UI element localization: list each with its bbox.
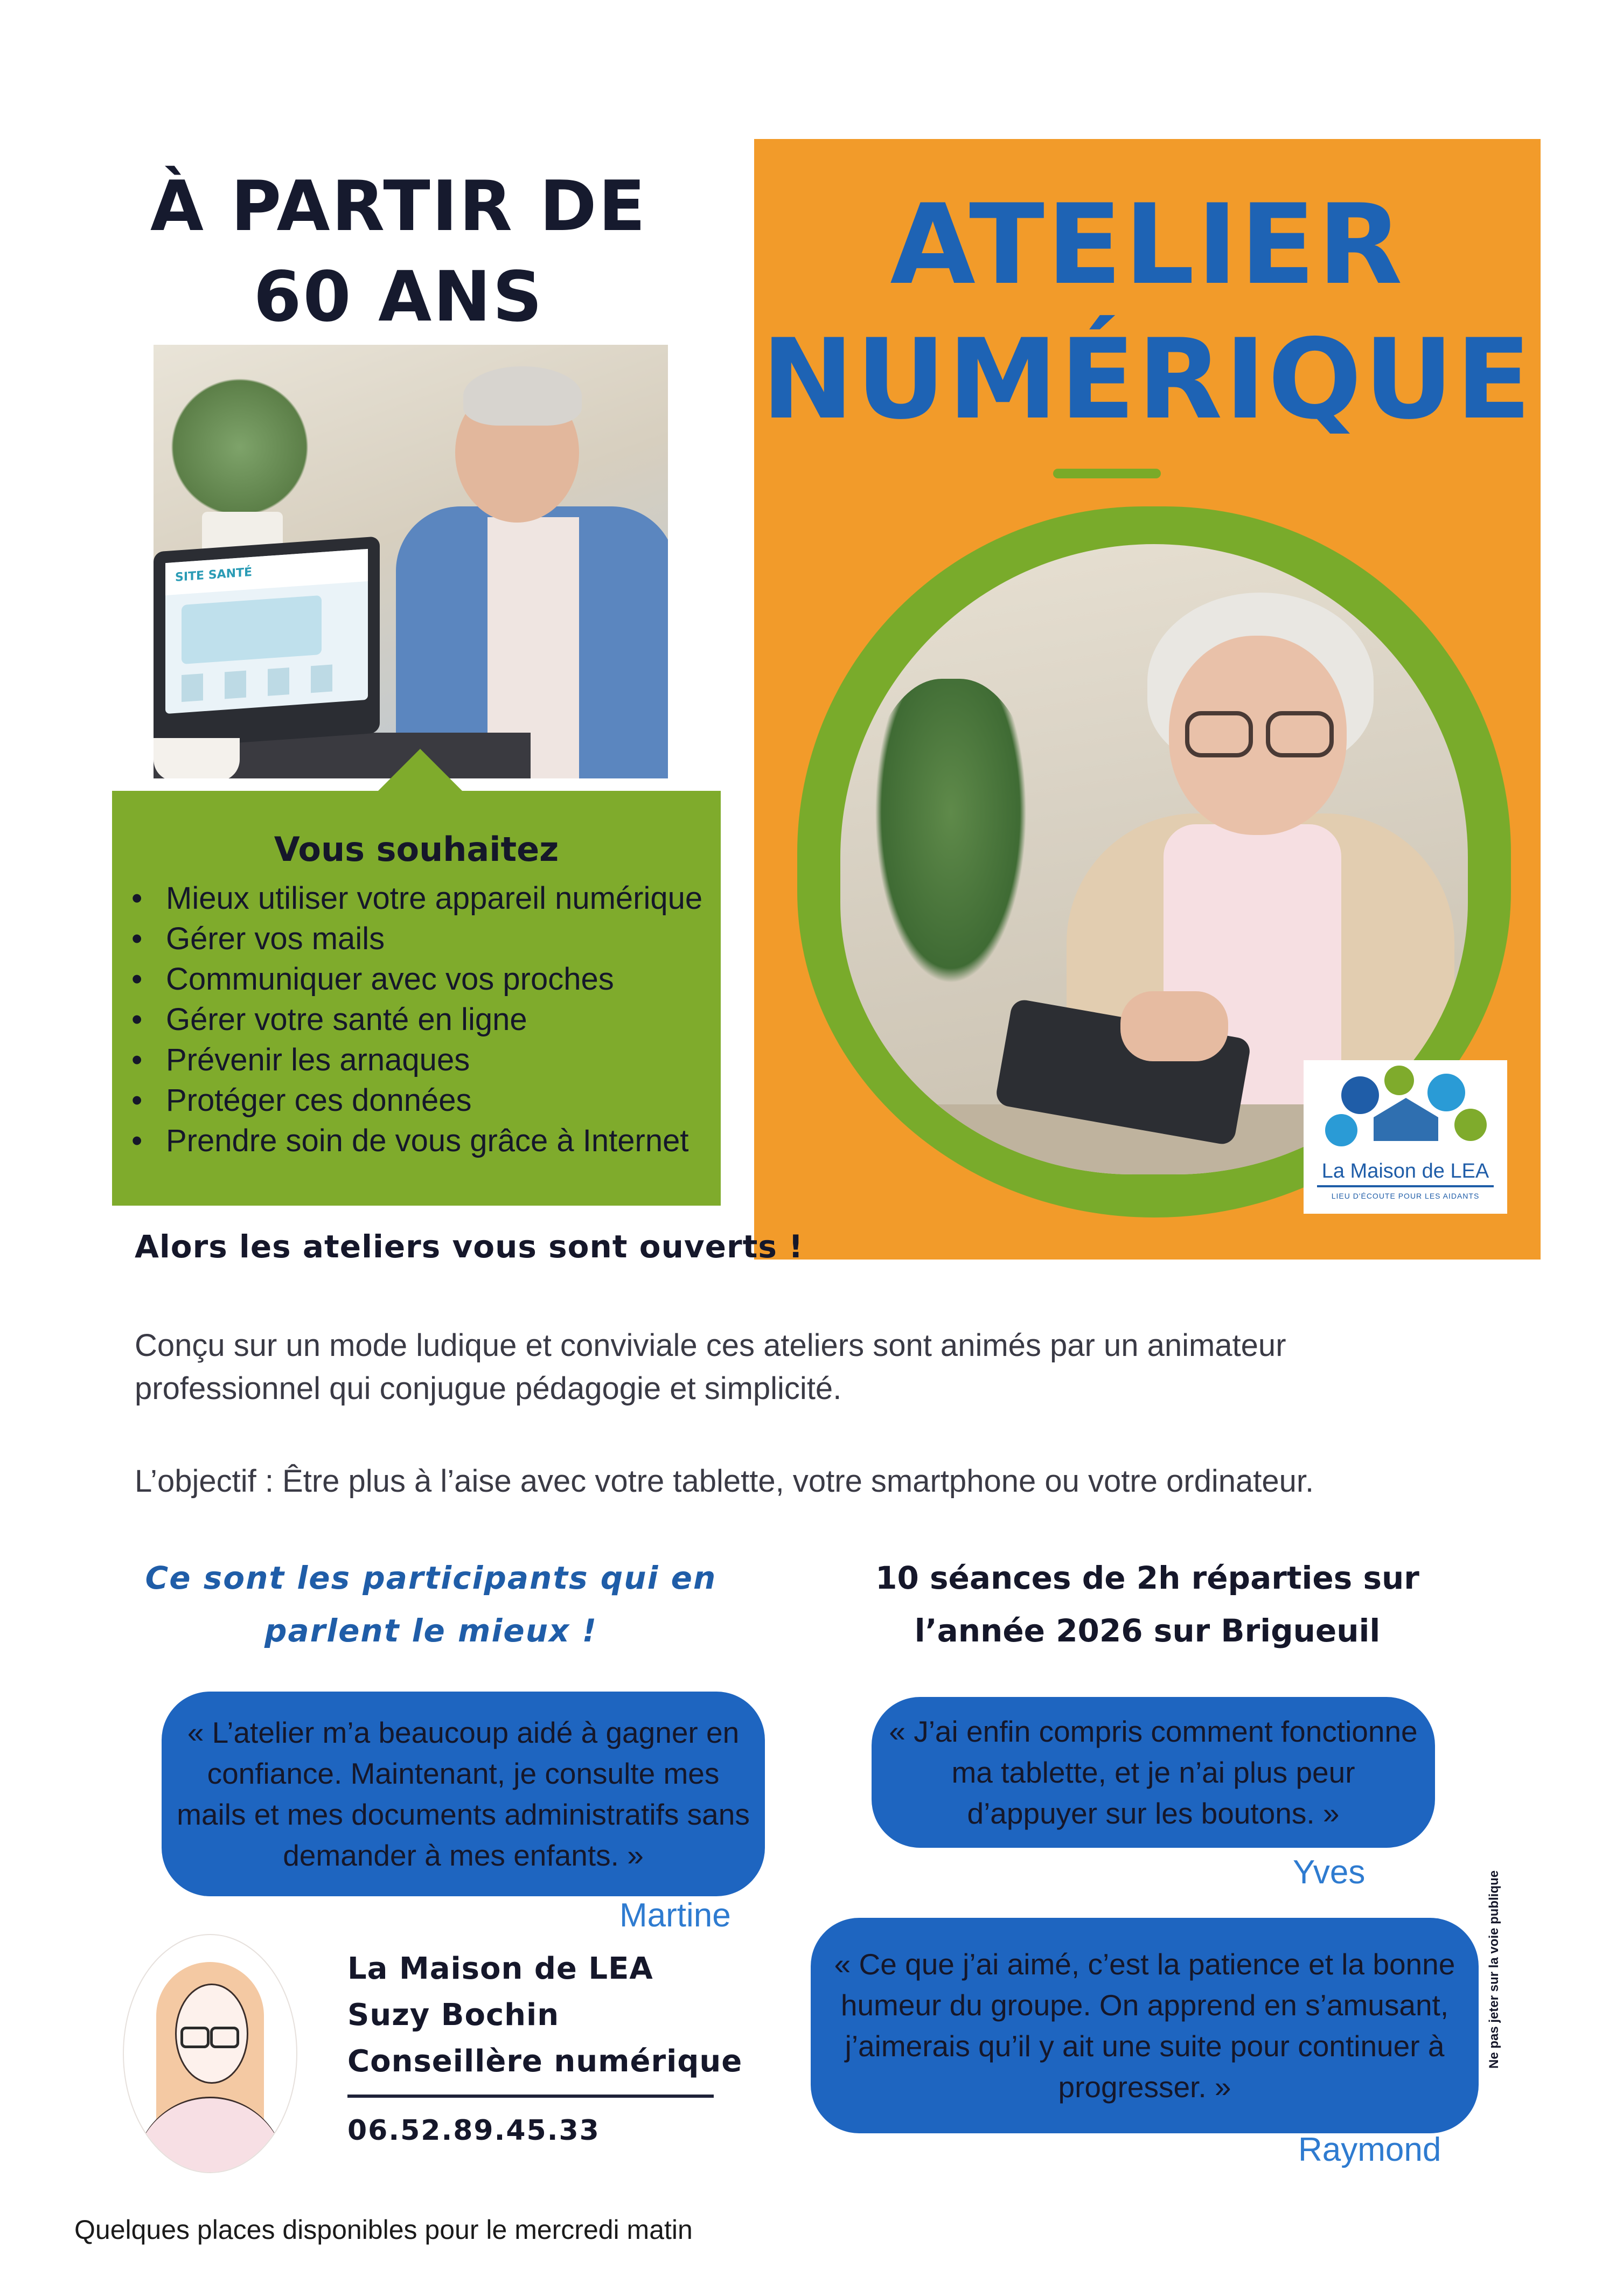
- screen-icons: [182, 663, 354, 702]
- testimonial-author: Yves: [1293, 1854, 1366, 1891]
- wish-item: • Protéger ces données: [129, 1080, 702, 1121]
- wish-item: • Gérer vos mails: [129, 919, 702, 959]
- contact-role: Conseillère numérique: [347, 2044, 743, 2079]
- poster-title-line-2: NUMÉRIQUE: [761, 316, 1534, 444]
- contact-block: [347, 1946, 742, 2085]
- age-headline: [119, 162, 679, 343]
- litter-notice: Ne pas jeter sur la voie publique: [1487, 1870, 1501, 2069]
- poster-divider: [1053, 469, 1161, 478]
- cup-shape: [154, 738, 240, 778]
- contact-divider: [347, 2095, 714, 2098]
- logo-tagline: LIEU D'ÉCOUTE POUR LES AIDANTS: [1331, 1192, 1480, 1200]
- glasses-shape: [1185, 711, 1253, 757]
- description-line-1: Conçu sur un mode ludique et conviviale ces ateliers sont animés par un animateur: [135, 1328, 1286, 1363]
- plant-shape: [164, 366, 315, 528]
- description: [135, 1324, 1427, 1410]
- wish-item: • Communiquer avec vos proches: [129, 959, 702, 999]
- house-icon: [1374, 1098, 1438, 1141]
- sessions-line-2: l’année 2026 sur Brigueuil: [914, 1612, 1381, 1649]
- wishes-title: Vous souhaitez: [274, 830, 559, 869]
- logo-name: La Maison de LEA: [1321, 1160, 1489, 1182]
- testimonials-heading-line-2: parlent le mieux !: [264, 1612, 598, 1649]
- green-box-notch: [377, 749, 463, 792]
- laptop-shape: [154, 536, 380, 748]
- sessions-info: [840, 1551, 1454, 1657]
- testimonial-quote: « Ce que j’ai aimé, c’est la patience et la bonne humeur du groupe. On apprend en s’amusant, j’aimerais qu’il y ait une suite pour continuer à progresser. »: [834, 1947, 1455, 2104]
- wish-item: • Mieux utiliser votre appareil numérique: [129, 878, 702, 919]
- screen-title: SITE SANTÉ: [175, 565, 253, 585]
- screen-card: [182, 595, 322, 664]
- open-statement: Alors les ateliers vous sont ouverts !: [135, 1228, 804, 1265]
- hand-shape: [1120, 991, 1228, 1061]
- testimonial-bubble: [811, 1918, 1479, 2133]
- logo-divider: [1317, 1185, 1494, 1187]
- testimonial-author: Martine: [619, 1897, 731, 1934]
- poster-title: [754, 178, 1541, 447]
- glasses-icon: [210, 2027, 239, 2048]
- advisor-avatar: [123, 1934, 297, 2173]
- poster-title-line-1: ATELIER: [890, 181, 1405, 309]
- contact-org: La Maison de LEA: [347, 1951, 653, 1986]
- testimonial-bubble: [872, 1697, 1435, 1848]
- description-line-2: professionnel qui conjugue pédagogie et simplicité.: [135, 1371, 842, 1406]
- maison-de-lea-logo: [1304, 1060, 1507, 1214]
- testimonials-heading: [140, 1551, 722, 1657]
- contact-name: Suzy Bochin: [347, 1998, 560, 2033]
- age-line-2: 60 ANS: [253, 257, 544, 337]
- contact-phone: 06.52.89.45.33: [347, 2114, 600, 2147]
- age-line-1: À PARTIR DE: [150, 166, 647, 247]
- man-hair-shape: [463, 366, 582, 426]
- objective: L’objectif : Être plus à l’aise avec votre tablette, votre smartphone ou votre ordinateur.: [135, 1464, 1314, 1499]
- testimonial-quote: « L’atelier m’a beaucoup aidé à gagner en confiance. Maintenant, je consulte mes mails et mes documents administratifs sans demander à mes enfants. »: [177, 1716, 750, 1872]
- sessions-line-1: 10 séances de 2h réparties sur: [875, 1560, 1419, 1596]
- wish-item: • Prendre soin de vous grâce à Internet: [129, 1121, 702, 1161]
- laptop-screen: [165, 549, 368, 714]
- wish-item: • Prévenir les arnaques: [129, 1040, 702, 1080]
- wishes-list: [129, 878, 702, 1161]
- senior-man-laptop-photo: [154, 345, 668, 778]
- plant-shape: [862, 679, 1040, 1013]
- testimonials-heading-line-1: Ce sont les participants qui en: [145, 1560, 717, 1596]
- availability-note: Quelques places disponibles pour le mercredi matin: [74, 2215, 693, 2245]
- wish-item: • Gérer votre santé en ligne: [129, 999, 702, 1040]
- testimonial-bubble: [162, 1692, 765, 1896]
- glasses-icon: [180, 2027, 210, 2048]
- testimonial-quote: « J’ai enfin compris comment fonctionne ma tablette, et je n’ai plus peur d’appuyer sur les boutons. »: [889, 1715, 1418, 1830]
- testimonial-author: Raymond: [1298, 2131, 1441, 2168]
- glasses-shape: [1266, 711, 1334, 757]
